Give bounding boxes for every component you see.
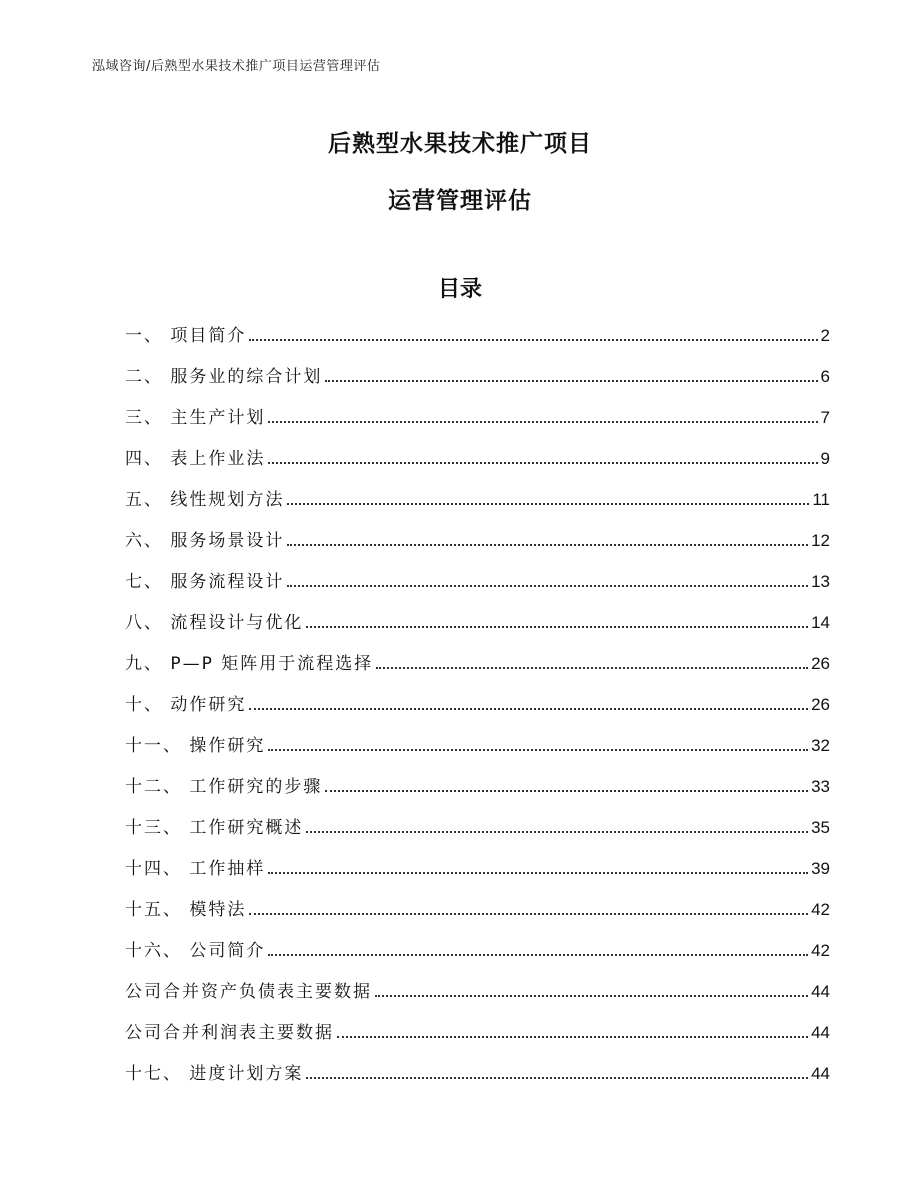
- toc-entry[interactable]: [125, 774, 830, 815]
- toc-entry-label: 六、 服务场景设计: [125, 531, 285, 551]
- toc-dot-leader: [325, 380, 817, 382]
- toc-entry-page: 2: [820, 326, 830, 345]
- toc-entry[interactable]: [125, 938, 830, 979]
- toc-entry-label: 一、 项目简介: [125, 326, 247, 346]
- toc-entry[interactable]: [125, 1061, 830, 1102]
- toc-entry[interactable]: [125, 651, 830, 692]
- toc-entry-label: 七、 服务流程设计: [125, 572, 285, 592]
- toc-entry-page: 6: [820, 367, 830, 386]
- toc-dot-leader: [268, 749, 808, 751]
- toc-entry-page: 9: [820, 449, 830, 468]
- toc-entry-page: 12: [811, 531, 830, 550]
- toc-entry[interactable]: [125, 1020, 830, 1061]
- toc-entry-page: 26: [811, 695, 830, 714]
- toc-dot-leader: [287, 585, 808, 587]
- toc-entry-label: 五、 线性规划方法: [125, 490, 285, 510]
- toc-dot-leader: [249, 913, 808, 915]
- toc-entry-label: 十四、 工作抽样: [125, 859, 266, 879]
- toc-entry[interactable]: [125, 446, 830, 487]
- document-title-line-1: 后熟型水果技术推广项目: [328, 131, 592, 157]
- toc-entry[interactable]: [125, 323, 830, 364]
- toc-entry-page: 33: [811, 777, 830, 796]
- toc-entry-label: 公司合并利润表主要数据: [125, 1023, 334, 1043]
- toc-entry-label: 十六、 公司简介: [125, 941, 266, 961]
- toc-entry[interactable]: [125, 487, 830, 528]
- toc-entry-page: 13: [811, 572, 830, 591]
- toc-entry[interactable]: [125, 979, 830, 1020]
- toc-entry[interactable]: [125, 897, 830, 938]
- toc-entry-page: 44: [811, 982, 830, 1001]
- toc-entry-label: 十一、 操作研究: [125, 736, 266, 756]
- toc-entry-page: 44: [811, 1064, 830, 1083]
- toc-dot-leader: [306, 1077, 808, 1079]
- document-title-line-2: 运营管理评估: [388, 188, 532, 214]
- toc-entry-page: 26: [811, 654, 830, 673]
- toc-entry-label: 四、 表上作业法: [125, 449, 266, 469]
- toc-entry-label: 三、 主生产计划: [125, 408, 266, 428]
- toc-entry-page: 32: [811, 736, 830, 755]
- toc-entry-label: 二、 服务业的综合计划: [125, 367, 323, 387]
- toc-dot-leader: [268, 954, 808, 956]
- toc-entry-label: 九、 P—P 矩阵用于流程选择: [125, 654, 374, 674]
- toc-entry[interactable]: [125, 364, 830, 405]
- toc-entry-page: 35: [811, 818, 830, 837]
- toc-entry-page: 42: [811, 900, 830, 919]
- toc-entry-page: 14: [811, 613, 830, 632]
- toc-entry-page: 11: [812, 490, 830, 509]
- toc-dot-leader: [268, 421, 817, 423]
- toc-dot-leader: [337, 1036, 808, 1038]
- toc-dot-leader: [268, 872, 808, 874]
- toc-dot-leader: [306, 831, 808, 833]
- toc-entry-page: 44: [811, 1023, 830, 1042]
- toc-entry-page: 42: [811, 941, 830, 960]
- running-header: 泓域咨询/后熟型水果技术推广项目运营管理评估: [92, 59, 381, 74]
- toc-entry[interactable]: [125, 528, 830, 569]
- toc-dot-leader: [306, 626, 808, 628]
- toc-entry[interactable]: [125, 692, 830, 733]
- toc-entry[interactable]: [125, 815, 830, 856]
- toc-dot-leader: [325, 790, 808, 792]
- toc-dot-leader: [287, 544, 808, 546]
- toc-entry[interactable]: [125, 610, 830, 651]
- toc-dot-leader: [376, 667, 808, 669]
- toc-entry[interactable]: [125, 405, 830, 446]
- toc-entry-label: 公司合并资产负债表主要数据: [125, 982, 372, 1002]
- toc-entry[interactable]: [125, 569, 830, 610]
- toc-dot-leader: [287, 503, 809, 505]
- toc-entry-page: 39: [811, 859, 830, 878]
- toc-heading: 目录: [437, 277, 482, 302]
- toc-dot-leader: [268, 462, 817, 464]
- toc-entry-label: 十三、 工作研究概述: [125, 818, 304, 838]
- toc-dot-leader: [249, 708, 808, 710]
- toc-dot-leader: [375, 995, 808, 997]
- toc-dot-leader: [249, 339, 817, 341]
- toc-entry[interactable]: [125, 733, 830, 774]
- toc-entry-label: 十二、 工作研究的步骤: [125, 777, 323, 797]
- toc-entry-page: 7: [820, 408, 830, 427]
- toc-entry-label: 八、 流程设计与优化: [125, 613, 304, 633]
- toc-entry[interactable]: [125, 856, 830, 897]
- toc-entry-label: 十、 动作研究: [125, 695, 247, 715]
- toc-entry-label: 十五、 模特法: [125, 900, 247, 920]
- toc-entry-label: 十七、 进度计划方案: [125, 1064, 304, 1084]
- table-of-contents: [125, 323, 830, 1102]
